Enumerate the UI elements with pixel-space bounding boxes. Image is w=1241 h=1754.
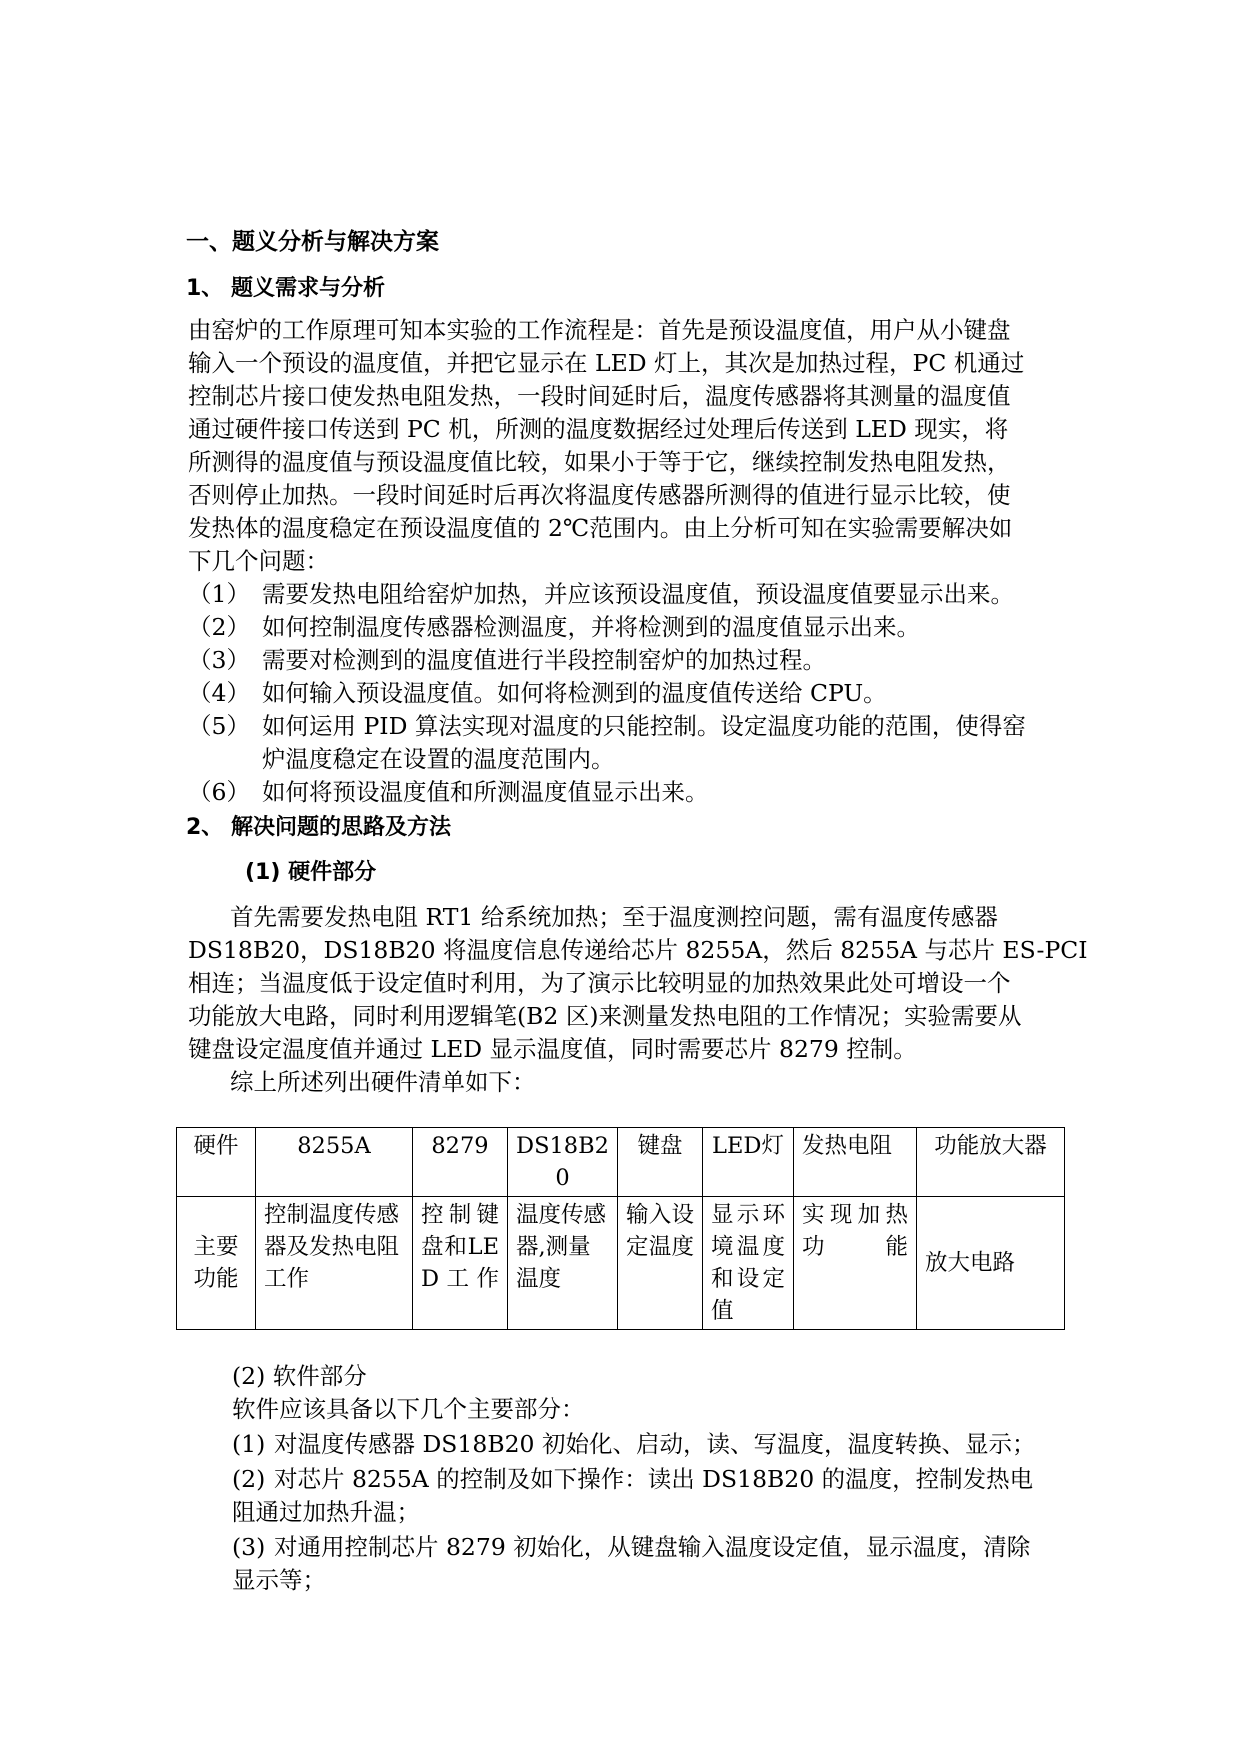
subsection-title-methods: 2、 解决问题的思路及方法 xyxy=(186,815,451,840)
table-header-cell: 功能放大器 xyxy=(917,1128,1065,1197)
table-header-cell: 硬件 xyxy=(177,1128,256,1197)
paragraph-line: 首先需要发热电阻 RT1 给系统加热；至于温度测控问题，需有温度传感器 xyxy=(230,903,998,931)
table-cell: 控制键盘和LED工作 xyxy=(413,1197,508,1330)
paragraph-line: 通过硬件接口传送到 PC 机，所测的温度数据经过处理后传送到 LED 现实，将 xyxy=(188,415,1009,443)
list-item-continuation: 显示等； xyxy=(232,1566,326,1594)
list-number: （4） xyxy=(188,679,250,707)
paragraph-line: 键盘设定温度值并通过 LED 显示温度值，同时需要芯片 8279 控制。 xyxy=(188,1035,917,1063)
list-item: 需要发热电阻给窑炉加热，并应该预设温度值，预设温度值要显示出来。 xyxy=(262,580,1014,608)
list-item: 对芯片 8255A 的控制及如下操作：读出 DS18B20 的温度，控制发热电 xyxy=(274,1465,1034,1493)
list-item: 对温度传感器 DS18B20 初始化、启动，读、写温度，温度转换、显示； xyxy=(274,1430,1036,1458)
list-number: （3） xyxy=(188,646,250,674)
table-header-cell: DS18B20 xyxy=(508,1128,618,1197)
list-number: (1) xyxy=(232,1430,266,1458)
list-item: 对通用控制芯片 8279 初始化，从键盘输入温度设定值，显示温度，清除 xyxy=(274,1533,1031,1561)
list-item: 如何输入预设温度值。如何将检测到的温度值传送给 CPU。 xyxy=(262,679,887,707)
paragraph-line: 否则停止加热。一段时间延时后再次将温度传感器所测得的值进行显示比较，使 xyxy=(188,481,1011,509)
paragraph-line: 所测得的温度值与预设温度值比较，如果小于等于它，继续控制发热电阻发热， xyxy=(188,448,1011,476)
hardware-title: (1) 硬件部分 xyxy=(245,860,377,885)
paragraph-line: 下几个问题： xyxy=(188,547,329,575)
list-item: 需要对检测到的温度值进行半段控制窑炉的加热过程。 xyxy=(262,646,826,674)
paragraph-line: 相连；当温度低于设定值时利用，为了演示比较明显的加热效果此处可增设一个 xyxy=(188,969,1011,997)
software-title: (2) 软件部分 xyxy=(232,1362,367,1390)
table-row xyxy=(177,1197,1065,1330)
paragraph-line: 输入一个预设的温度值，并把它显示在 LED 灯上，其次是加热过程，PC 机通过 xyxy=(188,349,1025,377)
table-cell: 放大电路 xyxy=(917,1197,1065,1330)
list-number: （5） xyxy=(188,712,250,740)
list-item: 如何将预设温度值和所测温度值显示出来。 xyxy=(262,778,709,806)
table-cell: 温度传感器,测量温度 xyxy=(508,1197,618,1330)
list-item: 如何运用 PID 算法实现对温度的只能控制。设定温度功能的范围，使得窑 xyxy=(262,712,1026,740)
paragraph-line: 由窑炉的工作原理可知本实验的工作流程是：首先是预设温度值，用户从小键盘 xyxy=(188,316,1011,344)
list-item-continuation: 炉温度稳定在设置的温度范围内。 xyxy=(262,745,615,773)
table-cell: 实现加热功能 xyxy=(794,1197,917,1330)
table-header-cell: 8255A xyxy=(256,1128,413,1197)
list-intro: 综上所述列出硬件清单如下： xyxy=(230,1068,536,1096)
table-header-cell: LED灯 xyxy=(703,1128,794,1197)
list-number: (3) xyxy=(232,1533,266,1561)
section-title: 一、题义分析与解决方案 xyxy=(186,229,439,255)
table-row-label: 主要功能 xyxy=(177,1197,256,1330)
software-intro: 软件应该具备以下几个主要部分： xyxy=(232,1395,585,1423)
table-header-cell: 键盘 xyxy=(618,1128,703,1197)
paragraph-line: 发热体的温度稳定在预设温度值的 2℃范围内。由上分析可知在实验需要解决如 xyxy=(188,514,1013,542)
table-cell: 输入设定温度 xyxy=(618,1197,703,1330)
list-number: （2） xyxy=(188,613,250,641)
table-header-cell: 发热电阻 xyxy=(794,1128,917,1197)
paragraph-line: 功能放大电路，同时利用逻辑笔(B2 区)来测量发热电阻的工作情况；实验需要从 xyxy=(188,1002,1022,1030)
table-header-cell: 8279 xyxy=(413,1128,508,1197)
paragraph-line: 控制芯片接口使发热电阻发热，一段时间延时后，温度传感器将其测量的温度值 xyxy=(188,382,1011,410)
list-item: 如何控制温度传感器检测温度，并将检测到的温度值显示出来。 xyxy=(262,613,920,641)
hardware-table xyxy=(176,1127,1065,1330)
list-number: (2) xyxy=(232,1465,266,1493)
paragraph-line: DS18B20，DS18B20 将温度信息传递给芯片 8255A，然后 8255A 与芯片 ES-PCI xyxy=(188,936,1088,964)
list-number: （1） xyxy=(188,580,250,608)
table-cell: 控制温度传感器及发热电阻工作 xyxy=(256,1197,413,1330)
table-header-row xyxy=(177,1128,1065,1197)
list-number: （6） xyxy=(188,778,250,806)
table-cell: 显示环境温度和设定值 xyxy=(703,1197,794,1330)
subsection-title-requirements: 1、 题义需求与分析 xyxy=(186,276,385,301)
list-item-continuation: 阻通过加热升温； xyxy=(232,1498,420,1526)
